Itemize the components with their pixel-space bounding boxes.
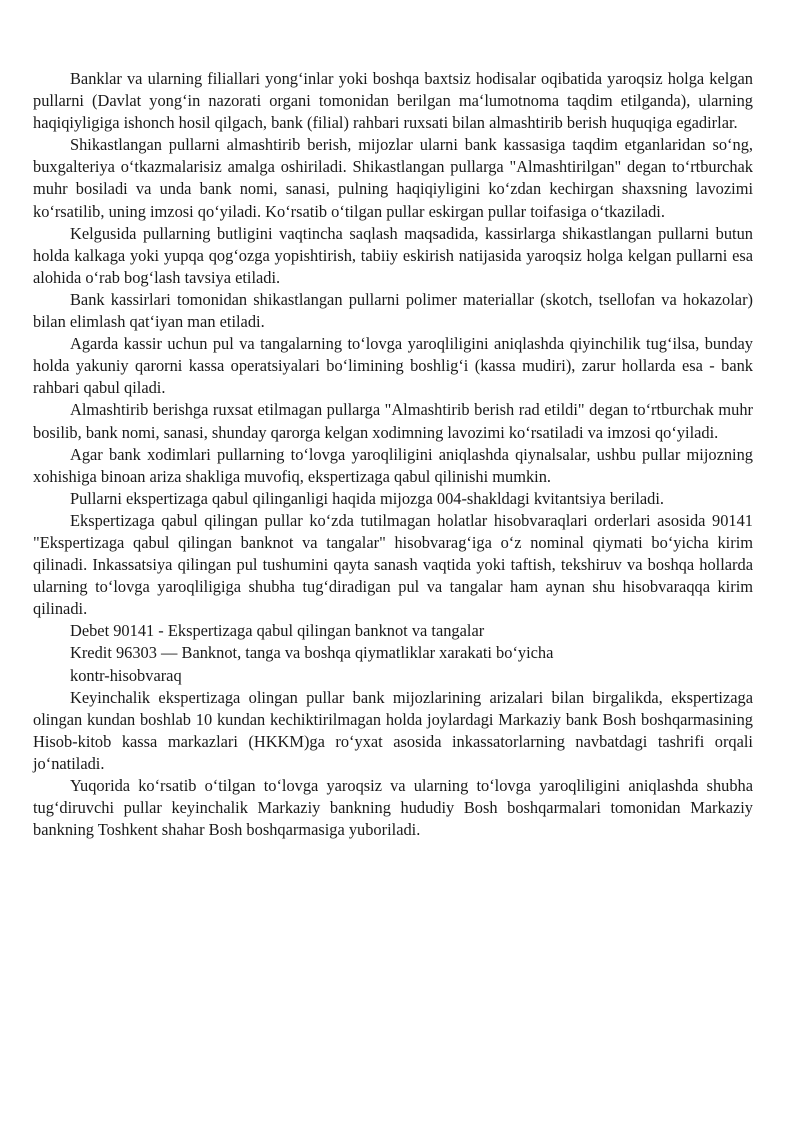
accounting-entry-debit: Debet 90141 - Ekspertizaga qabul qilingan banknot va tangalar: [70, 621, 485, 641]
paragraph: Yuqorida ko‘rsatib o‘tilgan to‘lovga yaroqsiz va ularning to‘lovga yaroqliligini aniqlashda shubha tug‘diruvchi pullar keyinchalik Markaziy bankning hududiy Bosh boshqarmalari tomonidan Markaziy bankning Toshkent shahar Bosh boshqarmasiga yuboriladi.: [33, 776, 753, 840]
paragraph: Ekspertizaga qabul qilingan pullar ko‘zda tutilmagan holatlar hisobvaraqlari orderlari asosida 90141 "Ekspertizaga qabul qilingan banknot va tangalar" hisobvarag‘iga o‘z nominal qiymati bo‘yicha kirim qilinadi. Inkassatsiya qilingan pul tushumini qayta sanash vaqtida yoki taftish, tekshiruv va boshqa hollarda ularning to‘lovga yaroqliligiga shubha tug‘diradigan pul va tangalar ham aynan shu hisobvaraqqa kirim qilinadi.: [33, 510, 753, 619]
paragraph: Shikastlangan pullarni almashtirib berish, mijozlar ularni bank kassasiga taqdim etganlaridan so‘ng, buxgalteriya o‘tkazmalarisiz amalga oshiriladi. Shikastlangan pullarga "Almashtirilgan" degan to‘rtburchak muhr bosiladi va unda bank nomi, sanasi, pulning haqiqiyligini ko‘zdan kechirgan shaxsning lavozimi ko‘rsatilib, uning imzosi qo‘yiladi. Ko‘rsatib o‘tilgan pullar eskirgan pullar toifasiga o‘tkaziladi.: [33, 135, 753, 221]
paragraph: Bank kassirlari tomonidan shikastlangan pullarni polimer materiallar (skotch, tsellofan va hokazolar) bilan elimlash qat‘iyan man etiladi.: [33, 289, 753, 332]
paragraph: Almashtirib berishga ruxsat etilmagan pullarga "Almashtirib berish rad etildi" degan to‘rtburchak muhr bosilib, bank nomi, sanasi, shunday qarorga kelgan xodimning lavozimi ko‘rsatiladi va imzosi qo‘yiladi.: [33, 400, 753, 442]
paragraph: Banklar va ularning filiallari yong‘inlar yoki boshqa baxtsiz hodisalar oqibatida yaroqsiz holga kelgan pullarni (Davlat yong‘in nazorati organi tomonidan berilgan ma‘lumotnoma taqdim etilganda), ularning haqiqiyligiga ishonch hosil qilgach, bank (filial) rahbari ruxsati bilan almashtirib berish huquqiga egadirlar.: [33, 69, 753, 133]
accounting-entry-credit-continuation: kontr-hisobvaraq: [70, 665, 182, 685]
paragraph: Keyinchalik ekspertizaga olingan pullar bank mijozlarining arizalari bilan birgalikda, ekspertizaga olingan kundan boshlab 10 kundan kechiktirilmagan holda joylardagi Markaziy bank Bosh boshqarmasining Hisob-kitob kassa markazlari (HKKM)ga ro‘yxat asosida inkassatorlarning navbatdagi tashrifi orqali jo‘natiladi.: [33, 687, 753, 773]
document-page: [33, 68, 753, 841]
paragraph: Agarda kassir uchun pul va tangalarning to‘lovga yaroqliligini aniqlashda qiyinchilik tug‘ilsa, bunday holda yakuniy qarorni kassa operatsiyalari bo‘limining boshlig‘i (kassa mudiri), zarur hollarda esa - bank rahbari qabul qiladi.: [33, 334, 753, 398]
paragraph: Pullarni ekspertizaga qabul qilinganligi haqida mijozga 004-shakldagi kvitantsiya beriladi.: [70, 488, 665, 508]
paragraph: Kelgusida pullarning butligini vaqtincha saqlash maqsadida, kassirlarga shikastlangan pullarni butun holda kalkaga yoki yupqa qog‘ozga yopishtirish, tabiiy eskirish natijasida yaroqsiz holga kelgan pullarni esa alohida o‘rab bog‘lash tavsiya etiladi.: [33, 223, 753, 287]
paragraph: Agar bank xodimlari pullarning to‘lovga yaroqliligini aniqlashda qiynalsalar, ushbu pullar mijozning xohishiga binoan ariza shakliga muvofiq, ekspertizaga qabul qilinishi mumkin.: [33, 444, 753, 486]
accounting-entry-credit: Kredit 96303 — Banknot, tanga va boshqa qiymatliklar xarakati bo‘yicha: [70, 643, 554, 663]
